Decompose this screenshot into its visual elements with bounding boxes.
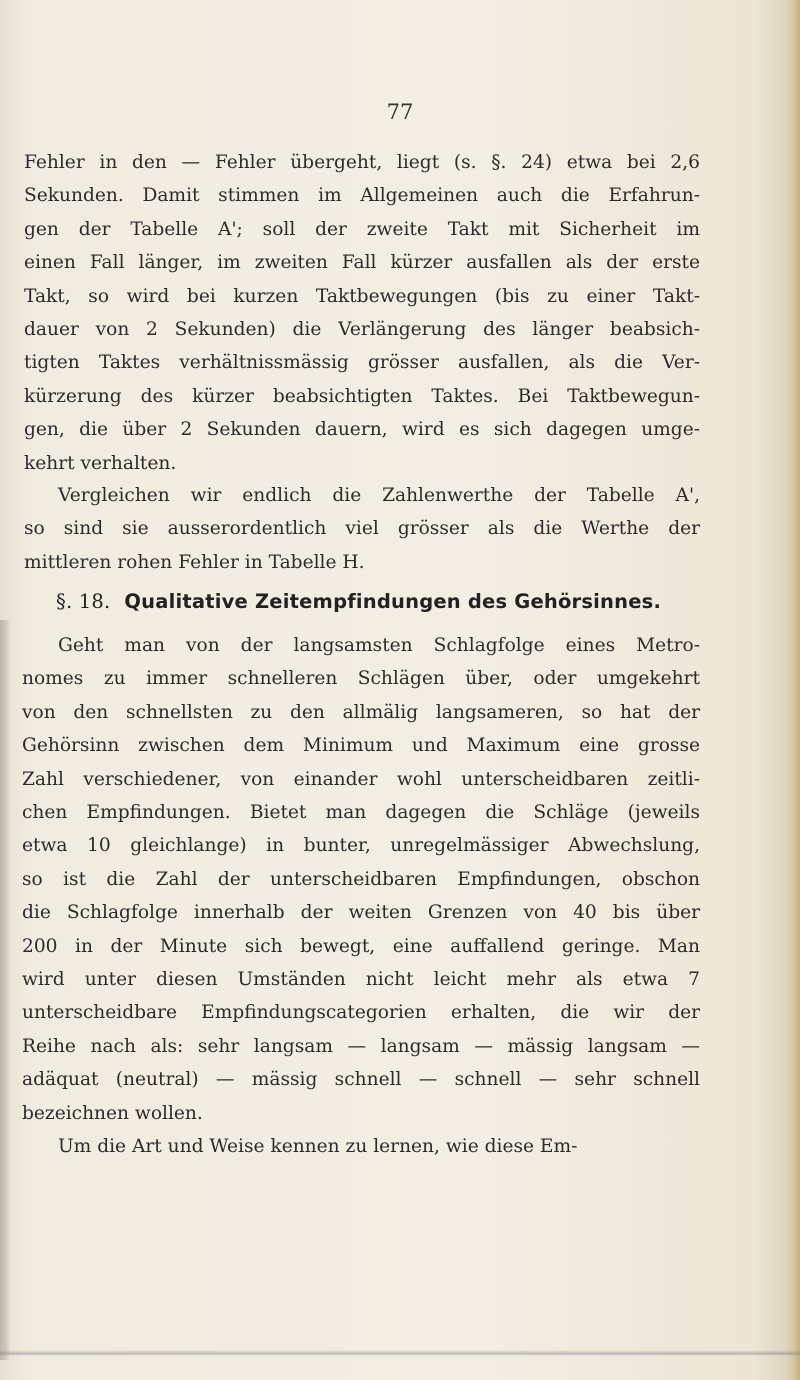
paragraph-1 [24, 146, 700, 480]
page-edge-right [786, 0, 800, 1380]
paragraph-2 [24, 479, 700, 579]
text-line: Geht man von der langsamsten Schlagfolge eines Metro- [58, 635, 700, 656]
section-number: §. 18. [56, 590, 111, 613]
text-line: kehrt verhalten. [24, 452, 177, 474]
page-number: 77 [386, 100, 414, 124]
text-line: wird unter diesen Umständen nicht leicht mehr als etwa 7 [22, 969, 700, 991]
text-line: so ist die Zahl der unterscheidbaren Empfindungen, obschon [22, 868, 700, 890]
text-line: die Schlagfolge innerhalb der weiten Grenzen von 40 bis über [22, 902, 700, 924]
section-heading [56, 590, 716, 613]
text-line: tigten Taktes verhältnissmässig grösser ausfallen, als die Ver- [24, 352, 700, 374]
text-line: Um die Art und Weise kennen zu lernen, wie diese Em- [58, 1136, 578, 1158]
paragraph-text [24, 146, 700, 480]
page-edge-bottom [0, 1350, 800, 1356]
text-line: mittleren rohen Fehler in Tabelle H. [24, 551, 365, 573]
text-line: bezeichnen wollen. [22, 1102, 203, 1124]
text-line: etwa 10 gleichlange) in bunter, unregelmässiger Abwechslung, [22, 835, 700, 857]
text-line: chen Empfindungen. Bietet man dagegen die Schläge (jeweils [22, 802, 700, 824]
text-line: Vergleichen wir endlich die Zahlenwerthe der Tabelle A', [58, 485, 700, 506]
text-line: Takt, so wird bei kurzen Taktbewegungen (bis zu einer Takt- [24, 285, 700, 307]
text-line: nomes zu immer schnelleren Schlägen über, oder umgekehrt [22, 668, 700, 690]
paragraph-3 [22, 629, 700, 1164]
page-edge-left [0, 620, 10, 1360]
text-line: Fehler in den — Fehler übergeht, liegt (s. §. 24) etwa bei 2,6 [24, 152, 700, 173]
text-line: so sind sie ausserordentlich viel grösser als die Werthe der [24, 518, 700, 540]
text-line: unterscheidbare Empfindungscategorien erhalten, die wir der [22, 1002, 700, 1024]
text-line: gen der Tabelle A'; soll der zweite Takt mit Sicherheit im [24, 218, 700, 240]
text-line: adäquat (neutral) — mässig schnell — schnell — sehr schnell [22, 1069, 700, 1091]
text-line: Reihe nach als: sehr langsam — langsam — mässig langsam — [22, 1035, 700, 1057]
section-title: Qualitative Zeitempfindungen des Gehörsinnes. [124, 590, 662, 613]
text-line: von den schnellsten zu den allmälig langsameren, so hat der [22, 701, 700, 723]
text-line: kürzerung des kürzer beabsichtigten Taktes. Bei Taktbewegun- [24, 385, 700, 407]
text-line: Sekunden. Damit stimmen im Allgemeinen auch die Erfahrun- [24, 185, 700, 207]
text-line: 200 in der Minute sich bewegt, eine auffallend geringe. Man [22, 935, 700, 957]
text-line: Zahl verschiedener, von einander wohl unterscheidbaren zeitli- [22, 768, 700, 790]
paragraph-text [22, 629, 700, 1164]
text-line: Gehörsinn zwischen dem Minimum und Maximum eine grosse [22, 735, 700, 757]
text-line: dauer von 2 Sekunden) die Verlängerung des länger beabsich- [24, 319, 700, 341]
paragraph-text [24, 479, 700, 579]
text-line: gen, die über 2 Sekunden dauern, wird es sich dagegen umge- [24, 419, 700, 441]
text-line: einen Fall länger, im zweiten Fall kürzer ausfallen als der erste [24, 252, 700, 274]
